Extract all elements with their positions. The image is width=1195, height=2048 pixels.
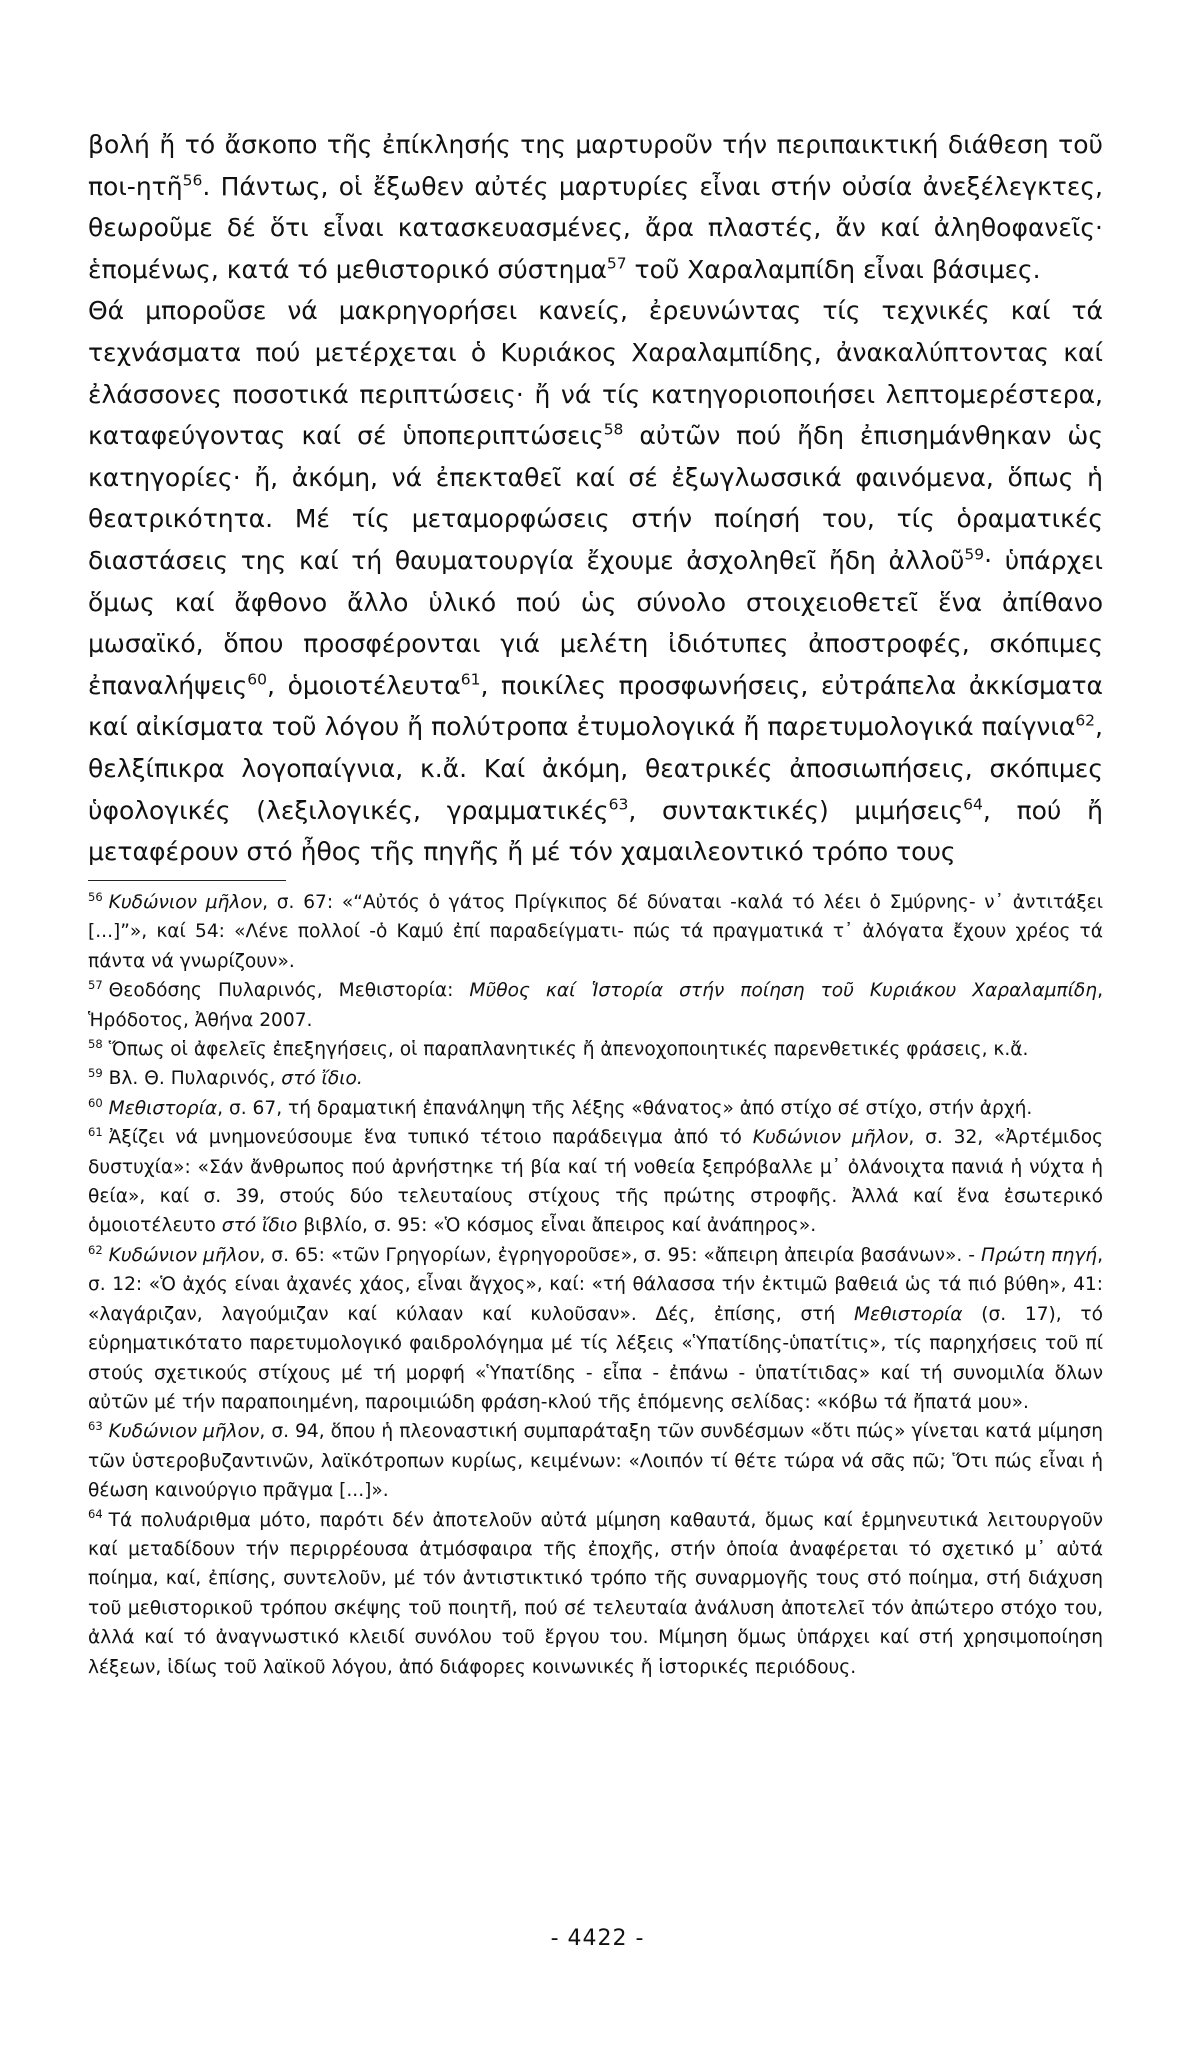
paragraph-2: Θά μποροῦσε νά μακρηγορήσει κανείς, ἐρευνώντας τίς τεχνικές καί τά τεχνάσματα πού μετέρχεται ὁ Κυριάκος Χαραλαμπίδης, ἀνακαλύπτοντας καί ἐλάσσονες ποσοτικά περιπτώσεις· ἤ νά τίς κατηγοριοποιήσει λεπτομερέστερα, καταφεύγοντας καί σέ ὑποπεριπτώσεις$^{58}$ αὐτῶν πού ἤδη ἐπισημάνθηκαν ὡς κατηγορίες· ἤ, ἀκόμη, νά ἐπεκταθεῖ καί σέ ἐξωγλωσσικά φαινόμενα, ὅπως ἡ θεατρικότητα. Μέ τίς μεταμορφώσεις στήν ποίησή του, τίς ὁραματικές διαστάσεις της καί τή θαυματουργία ἔχουμε ἀσχοληθεῖ ἤδη ἀλλοῦ$^{59}$· ὑπάρχει ὅμως καί ἄφθονο ἄλλο ὑλικό πού ὡς σύνολο στοιχειοθετεῖ ἕνα ἀπίθανο μωσαϊκό, ὅπου προσφέρονται γιά μελέτη ἰδιότυπες ἀποστροφές, σκόπιμες ἐπαναλήψεις$^{60}$, ὁμοιοτέλευτα$^{61}$, ποικίλες προσφωνήσεις, εὐτράπελα ἀκκίσματα καί αἰκίσματα τοῦ λόγου ἤ πολύτροπα ἐτυμολογικά ἤ παρετυμολογικά παίγνια$^{62}$, θελξίπικρα λογοπαίγνια, κ.ἄ. Καί ἀκόμη, θεατρικές ἀποσιωπήσεις, σκόπιμες ὑφολογικές (λεξιλογικές, γραμματικές$^{63}$, συντακτικές) μιμήσεις$^{64}$, πού ἤ μεταφέρουν στό ἦθος τῆς πηγῆς ἤ μέ τόν χαμαιλεοντικό τρόπο τους	[88, 296, 1104, 867]
footnote-60: $^{60}$ Μεθιστορία, σ. 67, τή δραματική ἐπανάληψη τῆς λέξης «θάνατος» ἀπό στίχο σέ στίχο, στήν ἀρχή.	[88, 1095, 1033, 1119]
footnote-57: $^{57}$ Θεοδόσης Πυλαρινός, Μεθιστορία: Μῦθος καί Ἱστορία στήν ποίηση τοῦ Κυριάκου Χαραλαμπίδη, Ἡρόδοτος, Ἀθήνα 2007.	[88, 978, 1103, 1031]
main-text	[88, 124, 1103, 873]
footnote-59: $^{59}$ Βλ. Θ. Πυλαρινός, στό ἴδιο.	[88, 1066, 363, 1090]
footnote-62: $^{62}$ Κυδώνιον μῆλον, σ. 65: «τῶν Γρηγορίων, ἐγρηγοροῦσε», σ. 95: «ἄπειρη ἀπειρία βασάνων». - Πρώτη πηγή, σ. 12: «Ὁ ἀχός είναι ἀχανές χάος, εἶναι ἄγχος», καί: «τή θάλασσα τήν ἐκτιμῶ βαθειά ὡς τά πιό βύθη», 41: «λαγάριζαν, λαγούμιζαν καί κύλααν καί κυλοῦσαν». Δές, ἐπίσης, στή Μεθιστορία (σ. 17), τό εὑρηματικότατο παρετυμολογικό φαιδρολόγημα μέ τίς λέξεις «Ὑπατίδης-ὑπατίτις», τίς παρηχήσεις τοῦ πί στούς σχετικούς στίχους μέ τή μορφή «Ὑπατίδης - εἶπα - ἐπάνω - ὑπατίτιδας» καί τή συνομιλία ὅλων αὐτῶν μέ τήν παραποιημένη, παροιμιώδη φράση-κλού τῆς ἑπόμενης σελίδας: «κόβω τά ἤπατά μου».	[88, 1242, 1104, 1413]
footnote-ref-58[interactable]: 58	[603, 420, 624, 439]
footnote-ref-62[interactable]: 62	[1075, 711, 1096, 730]
paragraph-1: βολή ἤ τό ἄσκοπο τῆς ἐπίκλησής της μαρτυροῦν τήν περιπαικτική διάθεση τοῦ ποι-ητῆ$^{56}$. Πάντως, οἱ ἔξωθεν αὐτές μαρτυρίες εἶναι στήν οὐσία ἀνεξέλεγκτες, θεωροῦμε δέ ὅτι εἶναι κατασκευασμένες, ἄρα πλαστές, ἄν καί ἀληθοφανεῖς· ἑπομένως, κατά τό μεθιστορικό σύστημα$^{57}$ τοῦ Χαραλαμπίδη εἶναι βάσιμες.	[88, 130, 1103, 284]
footnote-58: $^{58}$ Ὅπως οἱ ἀφελεῖς ἐπεξηγήσεις, οἱ παραπλανητικές ἤ ἀπενοχοποιητικές παρενθετικές φράσεις, κ.ἄ.	[88, 1036, 1029, 1061]
footnote-64: $^{64}$ Τά πολυάριθμα μότο, παρότι δέν ἀποτελοῦν αὐτά μίμηση καθαυτά, ὅμως καί ἑρμηνευτικά λειτουργοῦν καί μεταδίδουν τήν περιρρέουσα ἀτμόσφαιρα τῆς ἐποχῆς, στήν ὁποία ἀναφέρεται τό σχετικό μ᾽ αὐτά ποίημα, καί, ἐπίσης, συντελοῦν, μέ τόν ἀντιστικτικό τρόπο τῆς συναρμογῆς τους στό ποίημα, στή διάχυση τοῦ μεθιστορικοῦ τρόπου σκέψης τοῦ ποιητῆ, πού σέ τελευταία ἀνάλυση ἀποτελεῖ τόν ἀπώτερο στόχο του, ἀλλά καί τό ἀναγνωστικό κλειδί συνόλου τοῦ ἔργου του. Μίμηση ὅμως ὑπάρχει καί στή χρησιμοποίηση λέξεων, ἰδίως τοῦ λαϊκοῦ λόγου, ἀπό διάφορες κοινωνικές ἤ ἱστορικές περιόδους.	[88, 1507, 1103, 1678]
footnote-63: $^{63}$ Κυδώνιον μῆλον, σ. 94, ὅπου ἡ πλεοναστική συμπαράταξη τῶν συνδέσμων «ὅτι πώς» γίνεται κατά μίμηση τῶν ὑστεροβυζαντινῶν, λαϊκότροπων κυρίως, κειμένων: «Λοιπόν τί θέτε τώρα νά σᾶς πῶ; Ὅτι πώς εἶναι ἡ θέωση καινούργιο πρᾶγμα [...]».	[88, 1419, 1103, 1502]
page-number: - 4422 -	[550, 1926, 645, 1951]
footnote-ref-56[interactable]: 56	[182, 171, 203, 190]
footnote-ref-61[interactable]: 61	[460, 670, 481, 689]
footnote-56: $^{56}$ Κυδώνιον μῆλον, σ. 67: «“Αὐτός ὁ γάτος Πρίγκιπος δέ δύναται -καλά τό λέει ὁ Σμύρνης- ν᾽ ἀντιτάξει [...]”», καί 54: «Λένε πολλοί -ὁ Καμύ ἐπί παραδείγματι- πώς τά πραγματικά τ᾽ ἀλόγατα ἔχουν χρέος τά πάντα νά γνωρίζουν».	[88, 889, 1103, 972]
footnotes	[88, 888, 1103, 1682]
footnote-ref-64[interactable]: 64	[963, 795, 983, 814]
footnote-separator	[88, 880, 286, 881]
footnote-61: $^{61}$ Ἀξίζει νά μνημονεύσουμε ἕνα τυπικό τέτοιο παράδειγμα ἀπό τό Κυδώνιον μῆλον, σ. 32, «Ἀρτέμιδος δυστυχία»: «Σάν ἄνθρωπος πού ἀρνήστηκε τή βία καί τή νοθεία ξεπρόβαλλε μ᾽ ὀλάνοιχτα πανιά ἡ νύχτα ἡ θεία», καί σ. 39, στούς δύο τελευταίους στίχους τῆς πρώτης στροφῆς. Ἀλλά καί ἕνα ἐσωτερικό ὁμοιοτέλευτο στό ἴδιο βιβλίο, σ. 95: «Ὁ κόσμος εἶναι ἄπειρος καί ἀνάπηρος».	[88, 1125, 1103, 1237]
footnote-ref-57[interactable]: 57	[606, 254, 627, 273]
footnote-ref-60[interactable]: 60	[247, 670, 267, 689]
footnote-ref-63[interactable]: 63	[608, 795, 629, 814]
footnote-ref-59[interactable]: 59	[964, 545, 985, 564]
